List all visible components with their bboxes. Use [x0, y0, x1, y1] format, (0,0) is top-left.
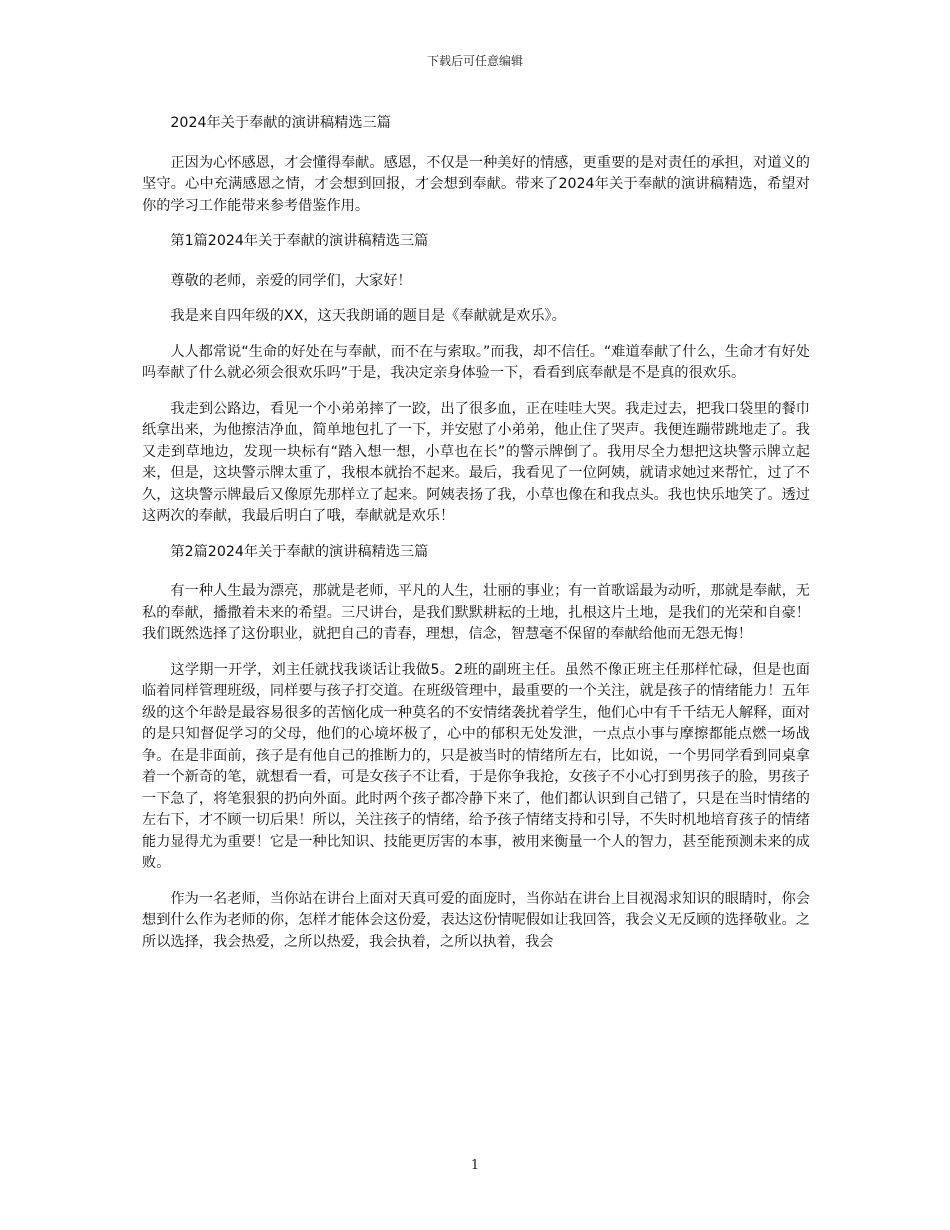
body-paragraph: 作为一名老师，当你站在讲台上面对天真可爱的面庞时，当你站在讲台上目视渴求知识的眼睛时，你会想到什么作为老师的你，怎样才能体会这份爱，表达这份情呢假如让我回答，我会义无反顾的选择敬业。之所以选择，我会热爱，之所以热爱，我会执着，之所以执着，我会 — [142, 890, 810, 950]
greeting-paragraph: 尊敬的老师，亲爱的同学们，大家好！ — [170, 272, 412, 289]
section-2-heading: 第2篇2024年关于奉献的演讲稿精选三篇 — [170, 543, 429, 560]
page-number: 1 — [470, 1158, 480, 1173]
page-header: 下载后可任意编辑 — [426, 54, 523, 68]
body-paragraph: 这学期一开学，刘主任就找我谈话让我做5。2班的副班主任。虽然不像正班主任那样忙碌，但是也面临着同样管理班级，同样要与孩子打交道。在班级管理中，最重要的一个关注，就是孩子的情绪能力！五年级的这个年龄是最容易很多的苦恼化成一种莫名的不安情绪袭扰着学生，他们心中有千千结无人解释，面对的是只知督促学习的父母，他们的心境坏极了，心中的郁积无处发泄，一点点小事与摩擦都能点燃一场战争。在是非面前，孩子是有他自己的推断力的，只是被当时的情绪所左右，比如说，一个男同学看到同桌拿着一个新奇的笔，就想看一看，可是女孩子不让看，于是你争我抢，女孩子不小心打到男孩子的脸，男孩子一下急了，将笔狠狠的扔向外面。此时两个孩子都冷静下来了，他们都认识到自己错了，只是在当时情绪的左右下，才不顾一切后果！所以，关注孩子的情绪，给予孩子情绪支持和引导，不失时机地培育孩子的情绪能力显得尤为重要！它是一种比知识、技能更厉害的本事，被用来衡量一个人的智力，甚至能预测未来的成败。 — [142, 661, 810, 871]
intro-paragraph: 正因为心怀感恩，才会懂得奉献。感恩，不仅是一种美好的情感，更重要的是对责任的承担，对道义的坚守。心中充满感恩之情，才会想到回报，才会想到奉献。带来了2024年关于奉献的演讲稿精选，希望对你的学习工作能带来参考借鉴作用。 — [142, 154, 810, 214]
body-paragraph: 有一种人生最为漂亮，那就是老师，平凡的人生，壮丽的事业；有一首歌谣最为动听，那就是奉献，无私的奉献，播撒着未来的希望。三尺讲台，是我们默默耕耘的土地，扎根这片土地，是我们的光荣和自豪！我们既然选择了这份职业，就把自己的青春，理想，信念，智慧毫不保留的奉献给他而无怨无悔！ — [142, 583, 810, 642]
section-1-heading: 第1篇2024年关于奉献的演讲稿精选三篇 — [170, 233, 429, 249]
body-paragraph: 人人都常说“生命的好处在与奉献，而不在与索取。”而我，却不信任。“难道奉献了什么，生命才有好处吗奉献了什么就必须会很欢乐吗”于是，我决定亲身体验一下，看看到底奉献是不是真的很欢乐。 — [142, 343, 810, 381]
body-paragraph: 我走到公路边，看见一个小弟弟摔了一跤，出了很多血，正在哇哇大哭。我走过去，把我口袋里的餐巾纸拿出来，为他擦洁净血，简单地包扎了一下，并安慰了小弟弟，他止住了哭声。我便连蹦带跳地走了。我又走到草地边，发现一块标有“踏入想一想，小草也在长”的警示牌倒了。我用尽全力想把这块警示牌立起来，但是，这块警示牌太重了，我根本就抬不起来。最后，我看见了一位阿姨，就请求她过来帮忙，过了不久，这块警示牌最后又像原先那样立了起来。阿姨表扬了我，小草也像在和我点头。我也快乐地笑了。透过这两次的奉献，我最后明白了哦，奉献就是欢乐！ — [142, 400, 810, 524]
document-body — [142, 113, 810, 967]
document-title: 2024年关于奉献的演讲稿精选三篇 — [170, 115, 391, 131]
speech-topic-paragraph: 我是来自四年级的XX，这天我朗诵的题目是《奉献就是欢乐》。 — [170, 308, 566, 324]
